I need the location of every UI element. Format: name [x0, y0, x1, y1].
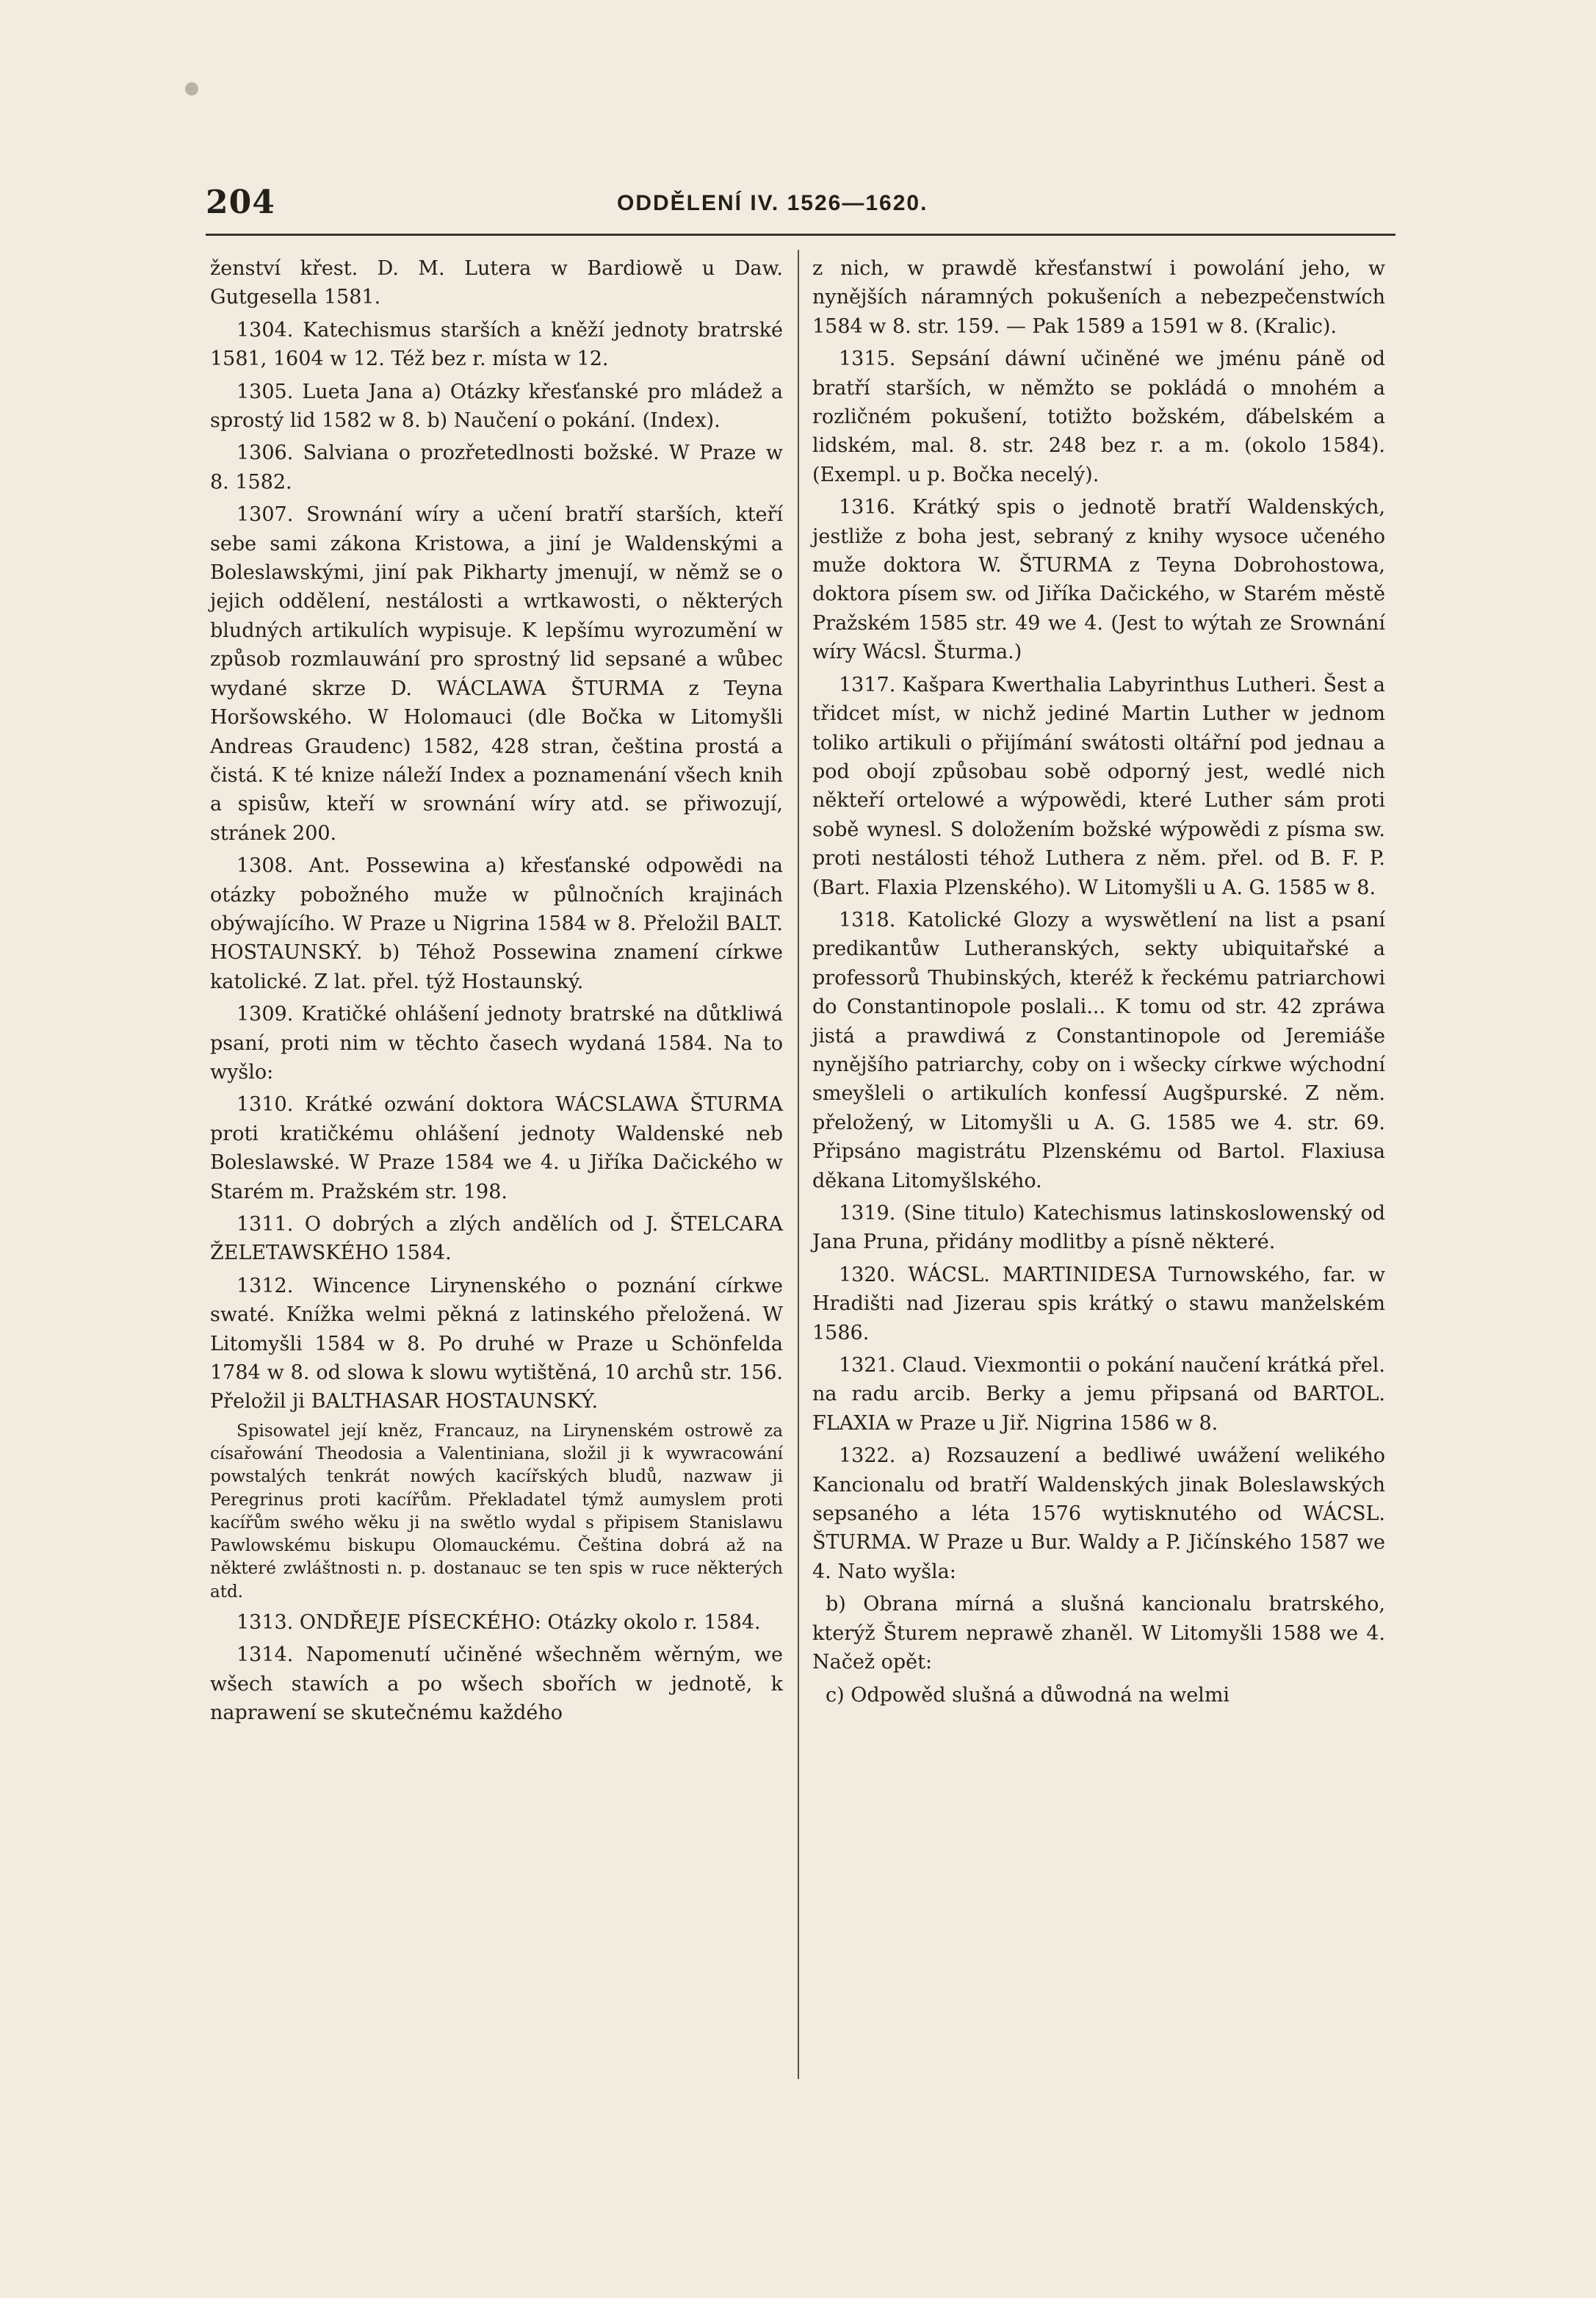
entry-1322-c: c) Odpowěd slušná a důwodná na welmi [826, 1683, 1230, 1707]
entry-1319: 1319. (Sine titulo) Katechismus latinskoslowenský od Jana Pruna, přidány modlitby a písně některé. [812, 1202, 1385, 1254]
entry-1316: 1316. Krátký spis o jednotě bratří Waldenských, jestliže z boha jest, sebraný z knihy wysoce učeného muže doktora W. ŠTURMA z Teyna Dobrohostowa, doktora písem sw. od Jiříka Dačického, w Starém městě Pražském 1585 str. 49 we 4. (Jest to wýtah ze Srownání wíry Wácsl. Šturma.) [812, 496, 1385, 664]
continuation-paragraph: z nich, w prawdě křesťanstwí i powolání jeho, w nynějších náramných pokušeních a nebezpečenstwích 1584 w 8. str. 159. — Pak 1589 a 1591 w 8. (Kralic). [812, 257, 1385, 338]
entry-1322: 1322. a) Rozsauzení a bedliwé uwážení welikého Kancionalu od bratří Waldenských jinak Boleslawských sepsaného a léta 1576 wytisknutého od WÁCSL. ŠTURMA. W Praze u Bur. Waldy a P. Jičínského 1587 we 4. Nato wyšla: [812, 1444, 1385, 1583]
right-column [812, 254, 1385, 1713]
entry-1310: 1310. Krátké ozwání doktora WÁCSLAWA ŠTURMA proti kratičkému ohlášení jednoty Waldenské neb Boleslawské. W Praze 1584 we 4. u Jiříka Dačického w Starém m. Pražském str. 198. [210, 1093, 783, 1203]
column-divider [798, 250, 799, 2079]
continuation-paragraph: ženství křest. D. M. Lutera w Bardiowě u Daw. Gutgesella 1581. [210, 257, 783, 309]
running-head: ODDĚLENÍ IV. 1526—1620. [617, 191, 928, 215]
page-number: 204 [206, 184, 275, 221]
entry-1317: 1317. Kašpara Kwerthalia Labyrinthus Lutheri. Šest a třidcet míst, w nichž jediné Martin Luther w jednom toliko artikuli o přijímání swátosti oltářní pod jednau a pod obojí způsobau sobě odporný jest, wedlé nich někteří ortelowé a wýpowědi, které Luther sám proti sobě wynesl. S doložením božské wýpowědi z písma sw. proti nestálosti téhož Luthera z něm. přel. od B. F. P. (Bart. Flaxia Plzenského). W Litomyšli u A. G. 1585 w 8. [812, 673, 1385, 899]
entry-1308: 1308. Ant. Possewina a) křesťanské odpowědi na otázky pobožného muže w půlnočních krajinách obýwajícího. W Praze u Nigrina 1584 w 8. Přeložil BALT. HOSTAUNSKÝ. b) Téhož Possewina znamení církwe katolické. Z lat. přel. týž Hostaunský. [210, 854, 783, 993]
entry-1312-note: Spisowatel její kněz, Francauz, na Lirynenském ostrowě za císařowání Theodosia a Valentiniana, složil ji k wywracowání powstalých tenkrát nowých kacířských bludů, nazwaw ji Peregrinus proti kacířům. Překladatel týmž aumyslem proti kacířům swého wěku ji na swětlo wydal s připisem Stanislawu Pawlowskému biskupu Olomauckému. Čeština dobrá až na některé zwláštnosti n. p. dostanauc se ten spis w ruce některých atd. [210, 1421, 783, 1602]
margin-dot [185, 82, 198, 96]
entry-1315: 1315. Sepsání dáwní učiněné we jménu páně od bratří starších, w němžto se pokládá o mnohém a rozličném pokušení, totižto božském, ďábelském a lidském, mal. 8. str. 248 bez r. a m. (okolo 1584). (Exempl. u p. Bočka necelý). [812, 347, 1385, 486]
entry-1304: 1304. Katechismus starších a kněží jednoty bratrské 1581, 1604 w 12. Též bez r. místa w 12. [210, 318, 783, 371]
entry-1318: 1318. Katolické Glozy a wyswětlení na list a psaní predikantůw Lutheranských, sekty ubiquitařské a professorů Thubinských, kteréž k řeckému patriarchowi do Constantinopole poslali... K tomu od str. 42 zpráwa jistá a prawdiwá z Constantinopole od Jeremiáše nynějšího patriarchy, coby on i wšecky církwe wýchodní smeyšleli o artikulích konfessí Augšpurské. Z něm. přeložený, w Litomyšli u A. G. 1585 we 4. str. 69. Připsáno magistrátu Plzenskému od Bartol. Flaxiusa děkana Litomyšlského. [812, 908, 1385, 1192]
left-column [210, 254, 783, 1732]
entry-1320: 1320. WÁCSL. MARTINIDESA Turnowského, far. w Hradišti nad Jizerau spis krátký o stawu manželském 1586. [812, 1263, 1385, 1344]
entry-1313: 1313. ONDŘEJE PÍSECKÉHO: Otázky okolo r. 1584. [236, 1610, 761, 1634]
page-header [206, 184, 1395, 228]
entry-1312: 1312. Wincence Lirynenského o poznání církwe swaté. Knížka welmi pěkná z latinského přeložená. W Litomyšli 1584 w 8. Po druhé w Praze u Schönfelda 1784 w 8. od slowa k slowu wytištěná, 10 archů str. 156. Přeložil ji BALTHASAR HOSTAUNSKÝ. [210, 1274, 783, 1413]
entry-1314: 1314. Napomenutí učiněné wšechněm wěrným, we wšech stawích a po wšech sbořích w jednotě, k naprawení se skutečnému každého [210, 1643, 783, 1725]
entry-1307: 1307. Srownání wíry a učení bratří starších, kteří sebe sami zákona Kristowa, a jiní je Waldenskými a Boleslawskými, jiní pak Pikharty jmenují, w němž se o jejich oddělení, nestálosti a wrtkawosti, o některých bludných artikulích wypisuje. K lepšímu wyrozumění w způsob rozmlauwání pro sprostný lid sepsané a wůbec wydané skrze D. WÁCLAWA ŠTURMA z Teyna Horšowského. W Holomauci (dle Bočka w Litomyšli Andreas Graudenc) 1582, 428 stran, čeština prostá a čistá. K té knize náleží Index a poznamenání všech knih a spisůw, kteří w srownání wíry atd. se přiwozují, stránek 200. [210, 503, 783, 845]
entry-1322-b: b) Obrana mírná a slušná kancionalu bratrského, kterýž Šturem neprawě zhaněl. W Litomyšli 1588 we 4. Načež opět: [812, 1593, 1385, 1674]
entry-1311: 1311. O dobrých a zlých andělích od J. ŠTELCARA ŽELETAWSKÉHO 1584. [210, 1213, 783, 1265]
entry-1305: 1305. Lueta Jana a) Otázky křesťanské pro mládež a sprostý lid 1582 w 8. b) Naučení o pokání. (Index). [210, 380, 783, 433]
entry-1321: 1321. Claud. Viexmontii o pokání naučení krátká přel. na radu arcib. Berky a jemu připsaná od BARTOL. FLAXIA w Praze u Jiř. Nigrina 1586 w 8. [812, 1354, 1385, 1435]
entry-1306: 1306. Salviana o prozřetedlnosti božské. W Praze w 8. 1582. [210, 442, 783, 494]
header-rule [206, 234, 1395, 236]
entry-1309: 1309. Kratičké ohlášení jednoty bratrské na důtkliwá psaní, proti nim w těchto časech wydaná 1584. Na to wyšlo: [210, 1003, 783, 1084]
